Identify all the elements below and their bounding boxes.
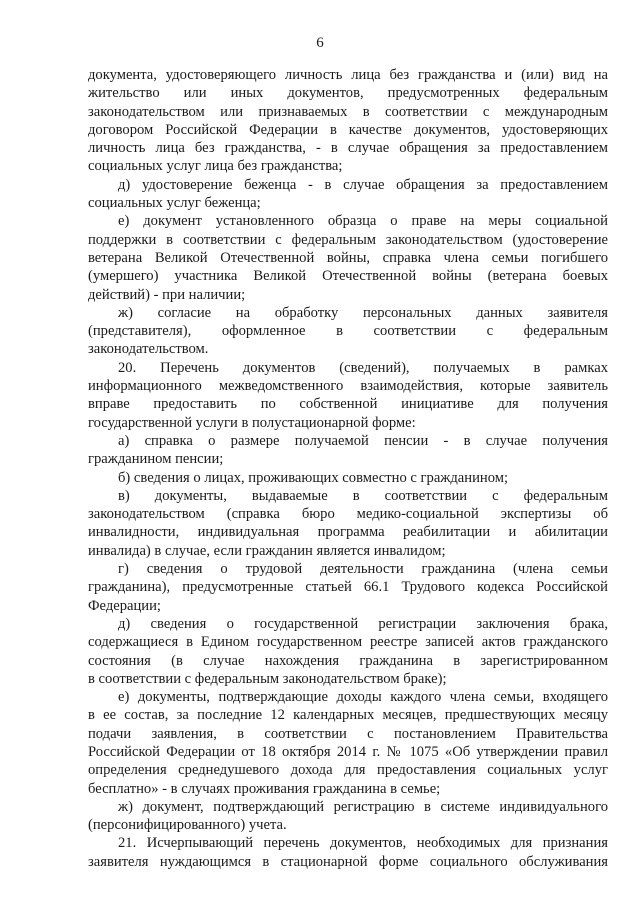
text-line: инвалида) в случае, если гражданин является инвалидом; [88, 542, 446, 559]
text-line: государственной услуги в полустационарной форме: [88, 414, 416, 431]
text-line: е) документы, подтверждающие доходы каждого члена семьи, входящего [118, 689, 608, 706]
text-line: законодательством (справка бюро медико-социальной экспертизы об [88, 506, 608, 523]
text-line: законодательством. [88, 341, 209, 358]
text-line: (представителя), оформленное в соответствии с федеральным [88, 323, 608, 340]
text-line: социальных услуг беженца; [88, 195, 261, 212]
text-line: состояния (в случае нахождения гражданина в зарегистрированном [88, 652, 608, 669]
text-line: 20. Перечень документов (сведений), получаемых в рамках [118, 359, 608, 376]
text-line: личность лица без гражданства, - в случае обращения за предоставлением [88, 140, 608, 157]
text-line: ветерана Великой Отечественной войны, справка члена семьи погибшего [88, 249, 608, 266]
text-line: документа, удостоверяющего личность лица без гражданства и (или) вид на [88, 67, 608, 83]
text-line: в соответствии с федеральным законодательством браке); [88, 670, 447, 687]
text-line: г) сведения о трудовой деятельности гражданина (члена семьи [118, 561, 608, 578]
text-line: б) сведения о лицах, проживающих совместно с гражданином; [118, 469, 509, 486]
text-line: поддержки в соответствии с федеральным законодательством (удостоверение [88, 231, 608, 248]
text-line: гражданином пенсии; [88, 451, 224, 468]
text-line: вправе предоставить по собственной инициативе для получения [88, 396, 608, 413]
text-line: инвалидности, индивидуальная программа реабилитации и абилитации [88, 524, 608, 541]
text-line: жительство или иных документов, предусмотренных федеральным [88, 85, 608, 102]
text-line: Российской Федерации от 18 октября 2014 г. № 1075 «Об утверждении правил [88, 743, 608, 760]
text-line: содержащиеся в Едином государственном реестре записей актов гражданского [88, 634, 608, 651]
text-line: подачи заявления, в соответствии с постановлением Правительства [88, 725, 608, 742]
document-body [88, 66, 608, 871]
text-line: бесплатно» - в случаях проживания гражданина в семье; [88, 780, 441, 797]
text-line: а) справка о размере получаемой пенсии - в случае получения [118, 432, 608, 449]
text-line: заявителя нуждающимся в стационарной форме социального обслуживания [88, 853, 608, 870]
text-line: ж) согласие на обработку персональных данных заявителя [118, 304, 608, 321]
text-line: д) удостоверение беженца - в случае обращения за предоставлением [118, 176, 608, 193]
text-line: (персонифицированного) учета. [88, 817, 287, 834]
text-line: законодательством или признаваемых в соответствии с международным [88, 103, 608, 120]
text-line: информационного межведомственного взаимодействия, которые заявитель [88, 378, 608, 395]
text-line: ж) документ, подтверждающий регистрацию в системе индивидуального [118, 798, 608, 815]
page-number: 6 [316, 35, 324, 51]
text-line: д) сведения о государственной регистрации заключения брака, [118, 615, 608, 632]
text-line: социальных услуг лица без гражданства; [88, 158, 343, 175]
text-line: гражданина), предусмотренные статьей 66.1 Трудового кодекса Российской [88, 579, 608, 596]
text-line: 21. Исчерпывающий перечень документов, необходимых для признания [118, 835, 608, 852]
text-line: е) документ установленного образца о праве на меры социальной [118, 213, 608, 230]
text-line: в ее состав, за последние 12 календарных месяцев, предшествующих месяцу [88, 707, 608, 724]
text-line: действий) - при наличии; [88, 286, 246, 303]
text-line: договором Российской Федерации в качестве документов, удостоверяющих [88, 121, 608, 138]
text-line: Федерации; [88, 597, 161, 614]
text-line: в) документы, выдаваемые в соответствии с федеральным [118, 487, 608, 504]
text-line: (умершего) участника Великой Отечественной войны (ветерана боевых [88, 268, 608, 285]
text-line: определения среднедушевого дохода для предоставления социальных услуг [88, 762, 608, 779]
